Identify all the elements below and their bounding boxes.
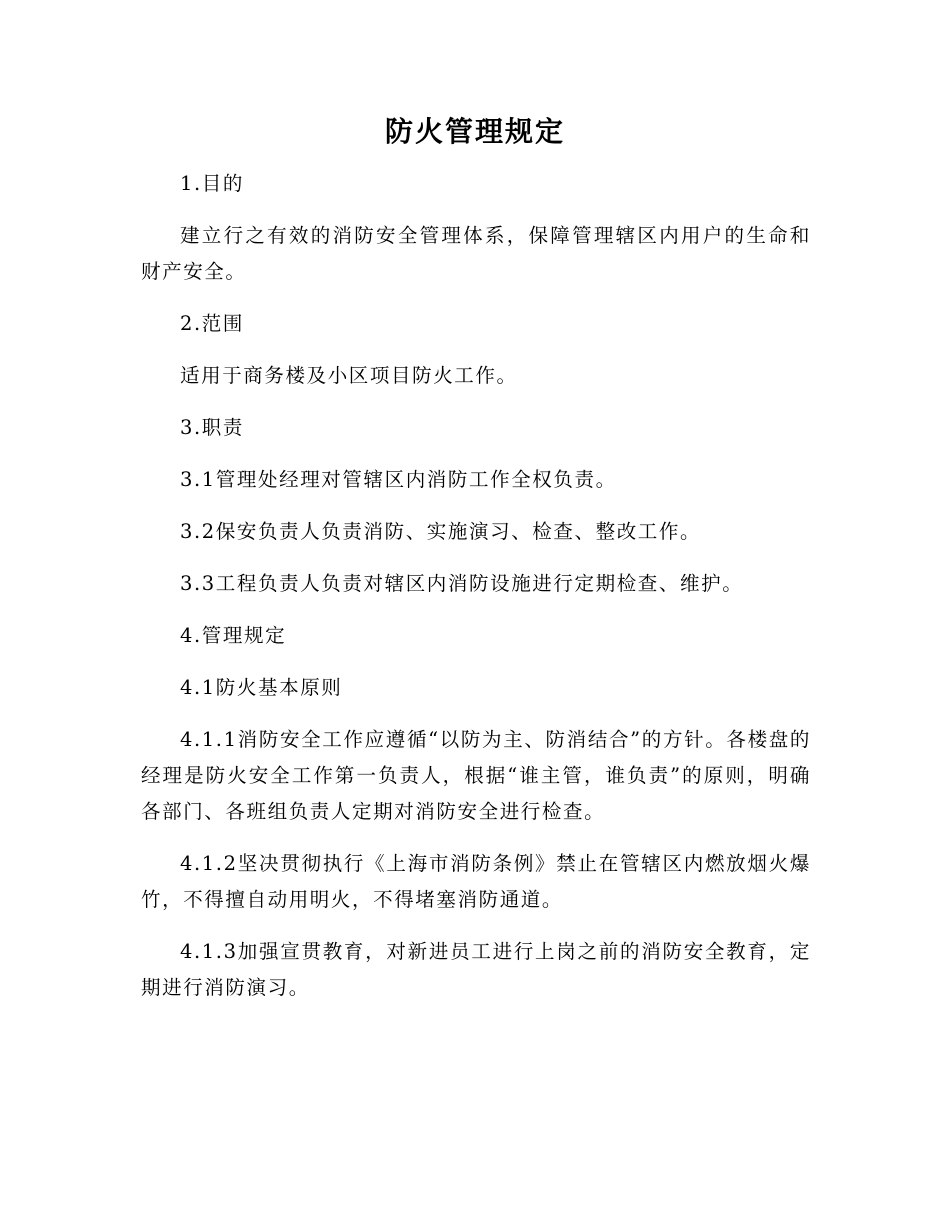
paragraph-duty-3-3: 3.3工程负责人负责对辖区内消防设施进行定期检查、维护。 — [180, 572, 744, 595]
paragraph-rule-4-1-2: 4.1.2坚决贯彻执行《上海市消防条例》禁止在管辖区内燃放烟火爆竹，不得擅自动用明火，不得堵塞消防通道。 — [141, 852, 811, 911]
paragraph-scope: 适用于商务楼及小区项目防火工作。 — [180, 364, 518, 387]
paragraph-purpose: 建立行之有效的消防安全管理体系，保障管理辖区内用户的生命和财产安全。 — [141, 224, 811, 283]
document-body — [141, 166, 811, 1022]
paragraph-duty-3-2: 3.2保安负责人负责消防、实施演习、检查、整改工作。 — [180, 520, 702, 543]
paragraph-duty-3-1: 3.1管理处经理对管辖区内消防工作全权负责。 — [180, 468, 617, 491]
section-heading-rules: 4.管理规定 — [180, 624, 287, 647]
section-heading-duties: 3.职责 — [180, 416, 245, 439]
paragraph-rule-4-1-3: 4.1.3加强宣贯教育，对新进员工进行上岗之前的消防安全教育，定期进行消防演习。 — [141, 940, 811, 999]
section-heading-purpose: 1.目的 — [180, 172, 245, 195]
document-title: 防火管理规定 — [384, 115, 565, 148]
subsection-heading-4-1: 4.1防火基本原则 — [180, 676, 343, 699]
paragraph-rule-4-1-1: 4.1.1消防安全工作应遵循“以防为主、防消结合”的方针。各楼盘的经理是防火安全工作第一负责人，根据“谁主管，谁负责”的原则，明确各部门、各班组负责人定期对消防安全进行检查。 — [141, 728, 811, 823]
section-heading-scope: 2.范围 — [180, 312, 245, 335]
